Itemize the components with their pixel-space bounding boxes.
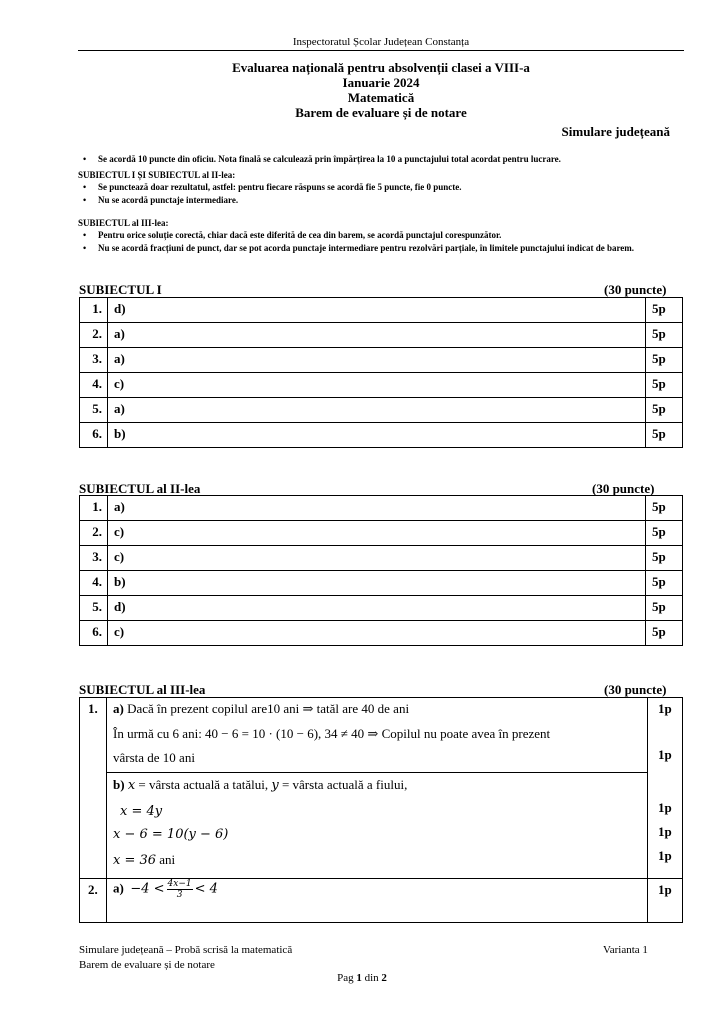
answer: c) xyxy=(108,546,646,571)
var-x: x xyxy=(127,778,136,793)
points: 5p xyxy=(646,323,683,348)
points: 5p xyxy=(646,373,683,398)
column-divider xyxy=(106,698,107,922)
exam-subject: Matematică xyxy=(347,90,415,105)
answer: a) xyxy=(108,398,646,423)
subject3-points: (30 puncte) xyxy=(604,682,667,697)
points: 1p xyxy=(658,800,672,815)
simulation-label: Simulare județeană xyxy=(561,124,670,139)
table-row xyxy=(80,348,683,373)
table-row xyxy=(80,496,683,521)
question-number: 5. xyxy=(80,398,108,423)
note-s3-item1: • Pentru orice soluție corectă, chiar dacă este diferită de cea din barem, se acordă punctajul corespunzător. xyxy=(78,230,698,241)
footer-variant: Varianta 1 xyxy=(603,944,648,956)
points: 5p xyxy=(646,348,683,373)
q2a-left: −4 < xyxy=(130,881,165,897)
note-s12-item2: • Nu se acordă punctaje intermediare. xyxy=(78,195,698,206)
points: 5p xyxy=(646,298,683,323)
answer: d) xyxy=(108,596,646,621)
table-row xyxy=(80,521,683,546)
answer: b) xyxy=(108,423,646,448)
answer: c) xyxy=(108,621,646,646)
question-number: 1. xyxy=(80,496,108,521)
question-number: 2. xyxy=(80,323,108,348)
q1b-equation2: x − 6 = 10(y − 6) xyxy=(113,827,229,842)
points: 1p xyxy=(658,747,672,762)
subject1-title: SUBIECTUL I xyxy=(79,282,162,297)
points: 5p xyxy=(646,496,683,521)
note-general: • Se acordă 10 puncte din oficiu. Nota finală se calculează prin împărțirea la 10 a punctajului total acordat pentru lucrare. xyxy=(78,154,698,165)
institution-header: Inspectoratul Școlar Județean Constanța xyxy=(292,36,470,48)
footer-exam-name: Simulare județeană – Probă scrisă la matematică xyxy=(79,944,293,956)
table-row xyxy=(80,373,683,398)
q1b-text-a: = vârsta actuală a tatălui, xyxy=(135,777,272,792)
q2a-fraction xyxy=(167,879,193,900)
points: 1p xyxy=(658,848,672,863)
question-number: 2. xyxy=(80,521,108,546)
question-number: 5. xyxy=(80,596,108,621)
q1b-eq3-unit: ani xyxy=(156,852,176,867)
note-s3-heading: SUBIECTUL al III-lea: xyxy=(78,218,169,228)
table-row xyxy=(80,298,683,323)
header-rule xyxy=(78,50,684,51)
exam-document-type: Barem de evaluare și de notare xyxy=(295,105,467,120)
page-total: 2 xyxy=(381,972,387,984)
subject2-title: SUBIECTUL al II-lea xyxy=(79,481,201,496)
subject3-title: SUBIECTUL al III-lea xyxy=(79,682,206,697)
q2a-label: a) xyxy=(113,880,124,896)
answer: c) xyxy=(108,521,646,546)
points: 5p xyxy=(646,398,683,423)
points: 1p xyxy=(658,824,672,839)
note-s3-item2: • Nu se acordă fracțiuni de punct, dar se pot acorda punctaje intermediare pentru rezolvări parțiale, în limitele punctajului indicat de barem. xyxy=(78,243,698,254)
exam-date: Ianuarie 2024 xyxy=(342,75,420,90)
page-prefix: Pag xyxy=(337,972,357,984)
table-row xyxy=(80,323,683,348)
question-number: 1. xyxy=(88,701,98,716)
table-row xyxy=(80,571,683,596)
q1b-text-b: = vârsta actuală a fiului, xyxy=(278,777,408,792)
fraction-numerator: 4x−1 xyxy=(167,879,192,889)
exam-title: Evaluarea națională pentru absolvenții clasei a VIII-a xyxy=(232,60,530,75)
q2a-line xyxy=(113,879,218,900)
q1a-line3: vârsta de 10 ani xyxy=(113,750,195,765)
answer: a) xyxy=(108,496,646,521)
question-number: 4. xyxy=(80,373,108,398)
subject1-table xyxy=(79,297,683,448)
subject1-points: (30 puncte) xyxy=(604,282,667,297)
var-y: y xyxy=(271,778,279,793)
subject2-table xyxy=(79,495,683,646)
subject3-table xyxy=(79,697,683,923)
q1b-line1 xyxy=(113,777,407,793)
points: 5p xyxy=(646,423,683,448)
q2a-right: < 4 xyxy=(194,881,218,897)
subject2-points: (30 puncte) xyxy=(592,481,655,496)
q1b-equation1: x = 4y xyxy=(120,804,163,819)
table-row xyxy=(80,546,683,571)
q1a-line2: În urmă cu 6 ani: 40 − 6 = 10 · (10 − 6), 34 ≠ 40 ⇒ Copilul nu poate avea în prezent xyxy=(113,726,551,741)
q1a-text1: Dacă în prezent copilul are10 ani ⇒ tatăl are 40 de ani xyxy=(127,701,410,716)
q1b-eq3-math: x = 36 xyxy=(113,853,157,868)
column-divider xyxy=(647,698,648,922)
answer: a) xyxy=(108,323,646,348)
points: 5p xyxy=(646,546,683,571)
points: 5p xyxy=(646,571,683,596)
points: 5p xyxy=(646,621,683,646)
question-number: 2. xyxy=(88,882,98,897)
question-number: 4. xyxy=(80,571,108,596)
table-row xyxy=(80,596,683,621)
question-number: 3. xyxy=(80,348,108,373)
question-number: 6. xyxy=(80,423,108,448)
points: 5p xyxy=(646,596,683,621)
q1a-line1 xyxy=(113,701,409,717)
points: 1p xyxy=(658,882,672,897)
points: 5p xyxy=(646,521,683,546)
answer: c) xyxy=(108,373,646,398)
page-indicator xyxy=(0,972,724,984)
page-number: 1 xyxy=(356,972,362,984)
table-row xyxy=(80,621,683,646)
q1b-label: b) xyxy=(113,777,125,792)
answer: a) xyxy=(108,348,646,373)
question-number: 3. xyxy=(80,546,108,571)
fraction-denominator: 3 xyxy=(176,890,183,900)
table-row xyxy=(80,423,683,448)
answer: b) xyxy=(108,571,646,596)
q1a-label: a) xyxy=(113,701,124,716)
row-divider xyxy=(106,772,647,773)
footer-document-type: Barem de evaluare și de notare xyxy=(79,959,215,971)
note-s12-heading: SUBIECTUL I ȘI SUBIECTUL al II-lea: xyxy=(78,170,236,180)
question-number: 1. xyxy=(80,298,108,323)
question-number: 6. xyxy=(80,621,108,646)
table-row xyxy=(80,398,683,423)
note-s12-item1: • Se punctează doar rezultatul, astfel: pentru fiecare răspuns se acordă fie 5 puncte, fie 0 puncte. xyxy=(78,182,698,193)
page-separator: din xyxy=(361,972,382,984)
answer: d) xyxy=(108,298,646,323)
q1b-equation3 xyxy=(113,852,175,868)
points: 1p xyxy=(658,701,672,716)
